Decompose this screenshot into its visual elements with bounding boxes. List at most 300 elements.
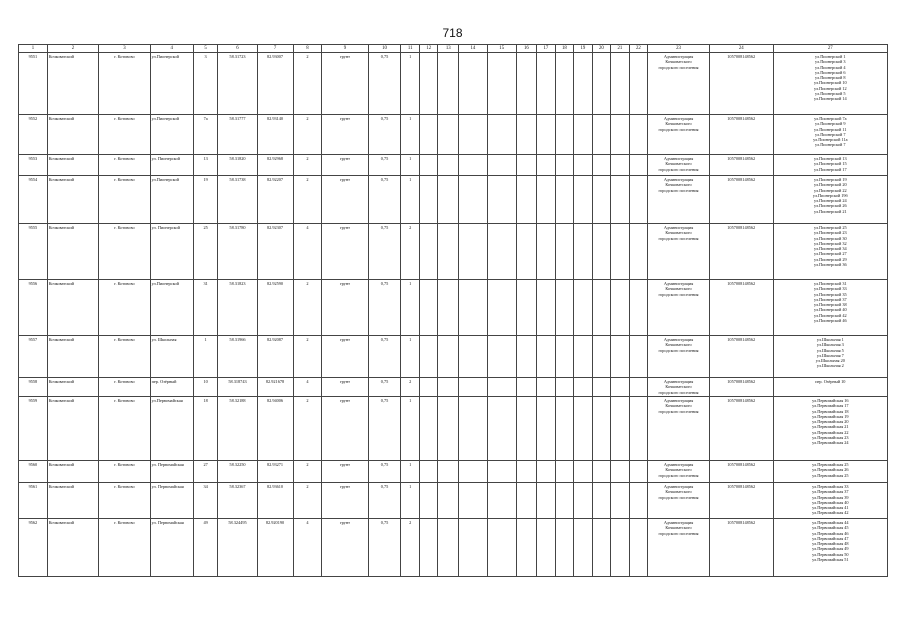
address-line: ул.Первомайская 42	[812, 510, 849, 516]
table-row	[19, 155, 888, 176]
cell-empty	[629, 53, 648, 115]
cell-floors: 2	[293, 176, 322, 224]
cell-n: 1	[401, 176, 420, 224]
address-line: ул.Первомайская 26	[812, 467, 849, 473]
address-line: ул.Первомайская 21	[812, 424, 849, 430]
address-line: ул.Пионерской 20	[813, 182, 847, 188]
cell-n: 1	[401, 336, 420, 378]
cell-empty	[574, 115, 593, 155]
cell-empty	[629, 519, 648, 577]
cell-empty	[611, 461, 630, 483]
cell-type: грунт	[322, 461, 368, 483]
cell-owner	[648, 461, 710, 483]
table-body	[19, 53, 888, 577]
table-row	[19, 397, 888, 461]
owner-line: городского поселения	[658, 187, 699, 193]
cell-addresses	[773, 280, 887, 336]
column-header: 23	[648, 45, 710, 53]
cell-type: грунт	[322, 397, 368, 461]
cell-id: 9551	[19, 53, 48, 115]
cell-empty	[459, 224, 488, 280]
address-line: ул.Пионерской 25	[813, 225, 847, 230]
cell-empty	[629, 378, 648, 397]
cell-num: 49	[193, 519, 218, 577]
cell-area: 0,75	[368, 53, 401, 115]
cell-empty	[459, 519, 488, 577]
owner-line: Администрация	[663, 379, 694, 384]
address-line: ул.Первомайская 49	[812, 546, 849, 552]
cell-floors: 2	[293, 461, 322, 483]
cell-empty	[516, 224, 537, 280]
cell-lat: 58.31820	[218, 155, 257, 176]
cell-settlement: г. Котовово	[99, 461, 150, 483]
address-line: ул.Пионерской 32	[813, 240, 847, 246]
table-row	[19, 176, 888, 224]
cell-id: 9562	[19, 519, 48, 577]
column-header: 18	[555, 45, 574, 53]
cell-street: ул. Пионерской	[150, 155, 193, 176]
cell-num: 34	[193, 483, 218, 519]
cell-street: ул. Первомайская	[150, 461, 193, 483]
address-line: ул.Пионерской 38	[813, 302, 847, 308]
cell-empty	[611, 519, 630, 577]
cell-empty	[611, 397, 630, 461]
cell-empty	[629, 155, 648, 176]
cell-num: 3	[193, 53, 218, 115]
cell-lon: 82.93271	[257, 461, 293, 483]
column-header: 17	[537, 45, 556, 53]
cell-num: 10	[193, 378, 218, 397]
cell-empty	[555, 155, 574, 176]
table-row	[19, 336, 888, 378]
cell-empty	[487, 483, 516, 519]
address-line: ул.Пионерской 42	[813, 312, 847, 318]
cell-empty	[611, 53, 630, 115]
cell-type: грунт	[322, 176, 368, 224]
table-row	[19, 461, 888, 483]
column-header: 1	[19, 45, 48, 53]
cell-lon: 82.92207	[257, 176, 293, 224]
cell-district: Кочковатский	[47, 176, 98, 224]
column-header: 3	[99, 45, 150, 53]
cell-type: грунт	[322, 224, 368, 280]
cell-empty	[438, 397, 459, 461]
owner-line: Администрация	[663, 520, 694, 525]
address-line: ул.Пионерской 17	[813, 166, 847, 172]
cell-empty	[487, 53, 516, 115]
cell-num: 13	[193, 155, 218, 176]
address-line: ул.Пионерской 7	[815, 131, 846, 137]
cell-empty	[574, 176, 593, 224]
cell-n: 1	[401, 483, 420, 519]
cell-empty	[516, 53, 537, 115]
table-row	[19, 378, 888, 397]
cell-empty	[487, 155, 516, 176]
cell-floors: 2	[293, 336, 322, 378]
cell-empty	[592, 461, 611, 483]
cell-area: 0,75	[368, 224, 401, 280]
cell-empty	[629, 483, 648, 519]
address-line: ул.Первомайская 33	[812, 484, 849, 489]
address-line: ул.Пионерской 29	[813, 256, 847, 262]
cell-lon: 82.94006	[257, 397, 293, 461]
address-line: ул.Первомайская 44	[812, 520, 849, 525]
owner-line: Администрация	[663, 281, 694, 286]
cell-empty	[438, 519, 459, 577]
cell-num: 7а	[193, 115, 218, 155]
cell-id: 9554	[19, 176, 48, 224]
cell-street: ул.Пионерской	[150, 115, 193, 155]
cell-empty	[611, 155, 630, 176]
cell-lat: 58.32188	[218, 397, 257, 461]
address-line: ул.Пионерской 1	[815, 54, 846, 59]
address-line: ул.Первомайская 40	[812, 499, 849, 505]
cell-ogrn: 1057008148562	[709, 397, 773, 461]
address-line: ул.Первомайская 16	[812, 398, 849, 403]
cell-empty	[459, 483, 488, 519]
cell-empty	[438, 280, 459, 336]
cell-num: 25	[193, 224, 218, 280]
cell-settlement: г. Котовово	[99, 280, 150, 336]
address-line: ул.Первомайская 41	[812, 505, 849, 511]
cell-street: ул. Первомайская	[150, 519, 193, 577]
cell-empty	[487, 280, 516, 336]
cell-addresses	[773, 397, 887, 461]
cell-lat: 58.32250	[218, 461, 257, 483]
cell-empty	[537, 519, 556, 577]
cell-n: 2	[401, 519, 420, 577]
column-header: 13	[438, 45, 459, 53]
cell-empty	[555, 483, 574, 519]
cell-empty	[537, 336, 556, 378]
address-line: ул.Пионерской 13	[813, 156, 847, 161]
address-line: ул.Пионерской 8	[815, 75, 846, 81]
page-number: 718	[442, 26, 463, 40]
column-header: 11	[401, 45, 420, 53]
cell-settlement: г. Котовово	[99, 483, 150, 519]
cell-district: Кочковатский	[47, 519, 98, 577]
cell-n: 1	[401, 115, 420, 155]
cell-owner	[648, 483, 710, 519]
cell-empty	[629, 461, 648, 483]
address-line: ул.Первомайская 24	[812, 440, 849, 446]
cell-type: грунт	[322, 115, 368, 155]
address-line: ул.Пионерской 27	[813, 251, 847, 257]
cell-n: 1	[401, 461, 420, 483]
cell-floors: 2	[293, 155, 322, 176]
cell-id: 9552	[19, 115, 48, 155]
cell-num: 27	[193, 461, 218, 483]
cell-n: 2	[401, 378, 420, 397]
cell-empty	[419, 280, 438, 336]
cell-empty	[419, 176, 438, 224]
owner-line: Кочковатского	[665, 59, 692, 65]
address-line: ул.Пионерской 46	[813, 318, 847, 324]
address-line: ул.Пионерской 33	[813, 286, 847, 292]
owner-line: городского поселения	[658, 389, 699, 395]
cell-area: 0,75	[368, 176, 401, 224]
cell-empty	[438, 378, 459, 397]
cell-settlement: г. Котовово	[99, 224, 150, 280]
cell-settlement: г. Котовово	[99, 155, 150, 176]
address-line: ул.Пионерской 40	[813, 307, 847, 313]
cell-empty	[438, 155, 459, 176]
cell-ogrn: 1057008148562	[709, 483, 773, 519]
cell-lon: 82.92307	[257, 224, 293, 280]
cell-empty	[611, 336, 630, 378]
cell-lon: 82.921678	[257, 378, 293, 397]
cell-lat: 58.31723	[218, 53, 257, 115]
address-line: ул.Первомайская 51	[812, 557, 849, 563]
cell-empty	[537, 461, 556, 483]
address-line: ул.Пионерской 37	[813, 296, 847, 302]
cell-empty	[419, 115, 438, 155]
cell-area: 0,75	[368, 461, 401, 483]
cell-empty	[555, 115, 574, 155]
cell-id: 9555	[19, 224, 48, 280]
owner-line: городского поселения	[658, 64, 699, 70]
owner-line: городского поселения	[658, 472, 699, 478]
cell-addresses	[773, 336, 887, 378]
cell-ogrn: 1057008148562	[709, 176, 773, 224]
cell-empty	[574, 224, 593, 280]
cell-empty	[592, 519, 611, 577]
cell-empty	[629, 224, 648, 280]
cell-empty	[459, 461, 488, 483]
owner-line: Администрация	[663, 462, 694, 467]
cell-empty	[592, 115, 611, 155]
column-header: 7	[257, 45, 293, 53]
cell-lat: 58.32367	[218, 483, 257, 519]
cell-num: 31	[193, 280, 218, 336]
cell-empty	[592, 155, 611, 176]
cell-empty	[592, 336, 611, 378]
cell-empty	[419, 378, 438, 397]
address-line: ул.Первомайская 48	[812, 541, 849, 547]
address-line: ул.Пионерской 22	[813, 187, 847, 193]
cell-empty	[438, 224, 459, 280]
cell-empty	[516, 336, 537, 378]
cell-num: 1	[193, 336, 218, 378]
cell-street: ул. Школьная	[150, 336, 193, 378]
cell-type: грунт	[322, 155, 368, 176]
column-header: 12	[419, 45, 438, 53]
cell-num: 18	[193, 397, 218, 461]
cell-settlement: г. Котовово	[99, 378, 150, 397]
address-line: ул.Пионерской 7	[815, 142, 846, 148]
address-line: ул.Первомайская 19	[812, 413, 849, 419]
cell-street: пер. Озёрный	[150, 378, 193, 397]
owner-line: городского поселения	[658, 235, 699, 241]
cell-type: грунт	[322, 483, 368, 519]
cell-owner	[648, 280, 710, 336]
cell-empty	[516, 519, 537, 577]
cell-addresses	[773, 115, 887, 155]
column-header: 5	[193, 45, 218, 53]
address-line: ул.Первомайская 47	[812, 535, 849, 541]
cell-area: 0,75	[368, 397, 401, 461]
cell-empty	[516, 483, 537, 519]
cell-empty	[592, 280, 611, 336]
address-line: ул.Пионерской 19	[813, 177, 847, 182]
column-header: 2	[47, 45, 98, 53]
cell-n: 1	[401, 155, 420, 176]
address-line: ул.Пионерской 23	[813, 230, 847, 236]
column-header: 19	[574, 45, 593, 53]
cell-empty	[537, 280, 556, 336]
cell-empty	[592, 224, 611, 280]
cell-empty	[516, 461, 537, 483]
cell-empty	[487, 176, 516, 224]
cell-floors: 2	[293, 280, 322, 336]
cell-empty	[574, 378, 593, 397]
cell-empty	[459, 176, 488, 224]
cell-empty	[574, 397, 593, 461]
cell-empty	[419, 397, 438, 461]
cell-empty	[629, 336, 648, 378]
cell-empty	[574, 336, 593, 378]
cell-owner	[648, 336, 710, 378]
cell-empty	[516, 280, 537, 336]
cell-district: Кочковатский	[47, 483, 98, 519]
cell-ogrn: 1057008148562	[709, 53, 773, 115]
cell-empty	[555, 53, 574, 115]
address-line: ул.Первомайская 22	[812, 429, 849, 435]
owner-line: Кочковатского	[665, 161, 692, 167]
address-line: ул.Первомайская 37	[812, 489, 849, 495]
address-line: ул.Первомайская 25	[812, 472, 849, 478]
cell-empty	[574, 280, 593, 336]
cell-area: 0,75	[368, 280, 401, 336]
cell-num: 19	[193, 176, 218, 224]
address-line: ул.Первомайская 39	[812, 494, 849, 500]
owner-line: Кочковатского	[665, 467, 692, 473]
cell-empty	[516, 176, 537, 224]
address-line: ул.Школьная 20	[815, 358, 845, 364]
cell-empty	[537, 224, 556, 280]
cell-street: ул. Пионерской	[150, 224, 193, 280]
cell-n: 1	[401, 53, 420, 115]
cell-addresses	[773, 461, 887, 483]
cell-empty	[459, 155, 488, 176]
cell-lon: 82.93140	[257, 115, 293, 155]
cell-empty	[487, 224, 516, 280]
owner-line: Кочковатского	[665, 121, 692, 127]
cell-lat: 58.31738	[218, 176, 257, 224]
cell-ogrn: 1057008148562	[709, 115, 773, 155]
cell-empty	[487, 378, 516, 397]
cell-empty	[419, 483, 438, 519]
address-line: ул.Пионерской 7а	[814, 116, 847, 121]
table-row	[19, 115, 888, 155]
cell-empty	[611, 224, 630, 280]
cell-empty	[592, 397, 611, 461]
cell-empty	[611, 176, 630, 224]
cell-ogrn: 1057008148562	[709, 461, 773, 483]
cell-addresses	[773, 519, 887, 577]
address-line: ул.Школьная 3	[816, 342, 844, 348]
column-header: 8	[293, 45, 322, 53]
cell-owner	[648, 397, 710, 461]
column-header: 21	[611, 45, 630, 53]
address-line: ул.Школьная 2	[816, 363, 844, 369]
cell-empty	[592, 378, 611, 397]
cell-addresses	[773, 176, 887, 224]
cell-empty	[419, 336, 438, 378]
owner-line: Администрация	[663, 484, 694, 489]
cell-empty	[555, 280, 574, 336]
cell-empty	[574, 483, 593, 519]
column-header: 27	[773, 45, 887, 53]
cell-lon: 82.93610	[257, 483, 293, 519]
cell-empty	[537, 53, 556, 115]
address-line: ул.Школьная 7	[816, 352, 844, 358]
address-line: ул.Первомайская 45	[812, 525, 849, 531]
cell-floors: 2	[293, 53, 322, 115]
cell-district: Кочковатский	[47, 461, 98, 483]
cell-lat: 58.31823	[218, 280, 257, 336]
cell-street: ул. Первомайская	[150, 483, 193, 519]
cell-district: Кочковатский	[47, 397, 98, 461]
address-line: ул.Пионерской 36	[813, 262, 847, 268]
cell-id: 9557	[19, 336, 48, 378]
cell-floors: 4	[293, 519, 322, 577]
cell-ogrn: 1057008148562	[709, 336, 773, 378]
cell-empty	[438, 336, 459, 378]
cell-lat: 58.31966	[218, 336, 257, 378]
owner-line: Администрация	[663, 156, 694, 161]
cell-district: Кочковатский	[47, 53, 98, 115]
cell-type: грунт	[322, 519, 368, 577]
owner-line: городского поселения	[658, 126, 699, 132]
registry-table	[18, 44, 888, 577]
cell-lon: 82.92087	[257, 336, 293, 378]
address-line: ул.Первомайская 23	[812, 435, 849, 441]
cell-empty	[516, 155, 537, 176]
cell-floors: 4	[293, 378, 322, 397]
cell-addresses	[773, 483, 887, 519]
owner-line: городского поселения	[658, 494, 699, 500]
address-line: ул.Школьная 5	[816, 347, 844, 353]
owner-line: Кочковатского	[665, 489, 692, 495]
address-line: ул.Первомайская 17	[812, 403, 849, 409]
cell-n: 1	[401, 397, 420, 461]
cell-area: 0,75	[368, 519, 401, 577]
cell-floors: 2	[293, 115, 322, 155]
cell-street: ул.Пионерской	[150, 280, 193, 336]
cell-district: Кочковатский	[47, 378, 98, 397]
cell-id: 9561	[19, 483, 48, 519]
column-header: 9	[322, 45, 368, 53]
cell-empty	[459, 280, 488, 336]
cell-floors: 2	[293, 483, 322, 519]
column-header: 22	[629, 45, 648, 53]
owner-line: Администрация	[663, 398, 694, 403]
address-line: ул.Пионерской 11	[814, 126, 847, 132]
cell-n: 2	[401, 224, 420, 280]
cell-settlement: г. Котовово	[99, 115, 150, 155]
cell-empty	[574, 53, 593, 115]
owner-line: Администрация	[663, 177, 694, 182]
table-row	[19, 483, 888, 519]
column-header: 20	[592, 45, 611, 53]
column-header: 24	[709, 45, 773, 53]
column-header: 10	[368, 45, 401, 53]
column-header: 6	[218, 45, 257, 53]
cell-empty	[438, 176, 459, 224]
cell-id: 9560	[19, 461, 48, 483]
cell-type: грунт	[322, 280, 368, 336]
